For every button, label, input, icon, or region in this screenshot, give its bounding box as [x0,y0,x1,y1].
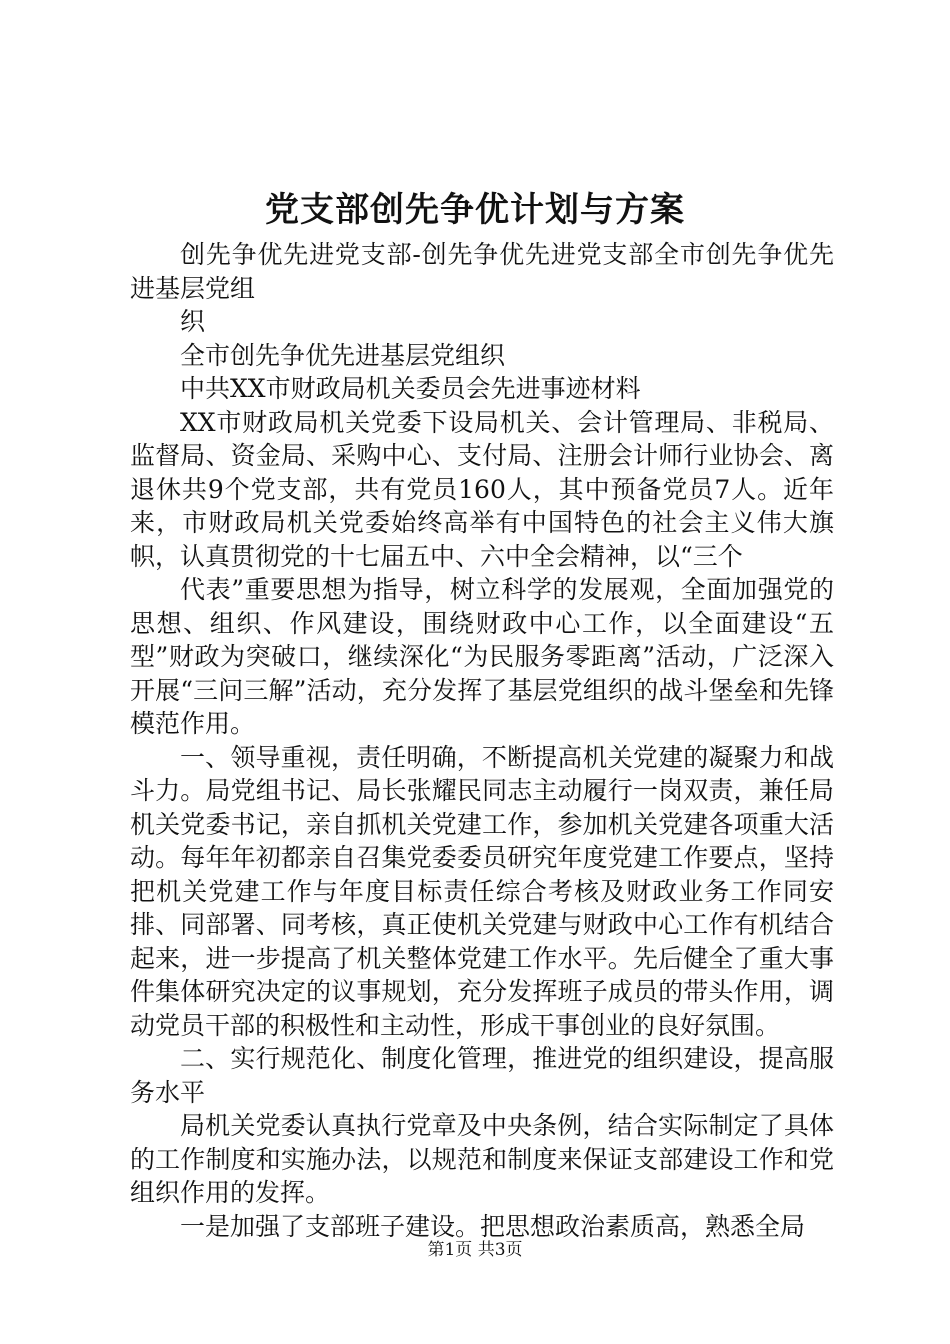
paragraph: 全市创先争优先进基层党组织 [180,340,506,370]
paragraph: 一是加强了支部班子建设。把思想政治素质高，熟悉全局 [180,1211,806,1241]
document-title: 党支部创先争优计划与方案 [265,190,685,230]
paragraph: 一、领导重视，责任明确，不断提高机关党建的凝聚力和战斗力。局党组书记、局长张耀民同志主动履行一岗双责，兼任局机关党委书记，亲自抓机关党建工作，参加机关党建各项重大活动。每年年初都亲自召集党委委员研究年度党建工作要点，坚持把机关党建工作与年度目标责任综合考核及财政业务工作同安排、同部署、同考核，真正使机关党建与财政中心工作有机结合起来，进一步提高了机关整体党建工作水平。先后健全了重大事件集体研究决定的议事规划，充分发挥班子成员的带头作用，调动党员干部的积极性和主动性，形成干事创业的良好氛围。 [130,742,834,1040]
paragraph: XX市财政局机关党委下设局机关、会计管理局、非税局、监督局、资金局、采购中心、支付局、注册会计师行业协会、离退休共9个党支部，共有党员160人，其中预备党员7人。近年来，市财政局机关党委始终高举有中国特色的社会主义伟大旗帜，认真贯彻党的十七届五中、六中全会精神，以“三个 [130,407,834,571]
paragraph: 织 [180,307,206,336]
page-number-footer: 第1页 共3页 [427,1240,523,1260]
paragraph: 中共XX市财政局机关委员会先进事迹材料 [180,374,641,403]
paragraph: 二、实行规范化、制度化管理，推进党的组织建设，提高服务水平 [130,1044,834,1107]
paragraph: 局机关党委认真执行党章及中央条例，结合实际制定了具体的工作制度和实施办法，以规范和制度来保证支部建设工作和党组织作用的发挥。 [130,1111,834,1207]
document-body [130,238,834,1243]
paragraph: 代表”重要思想为指导，树立科学的发展观，全面加强党的思想、组织、作风建设，围绕财政中心工作，以全面建设“五型”财政为突破口，继续深化“为民服务零距离”活动，广泛深入开展“三问三解”活动，充分发挥了基层党组织的战斗堡垒和先锋模范作用。 [130,575,834,738]
paragraph: 创先争优先进党支部-创先争优先进党支部全市创先争优先进基层党组 [130,240,834,303]
